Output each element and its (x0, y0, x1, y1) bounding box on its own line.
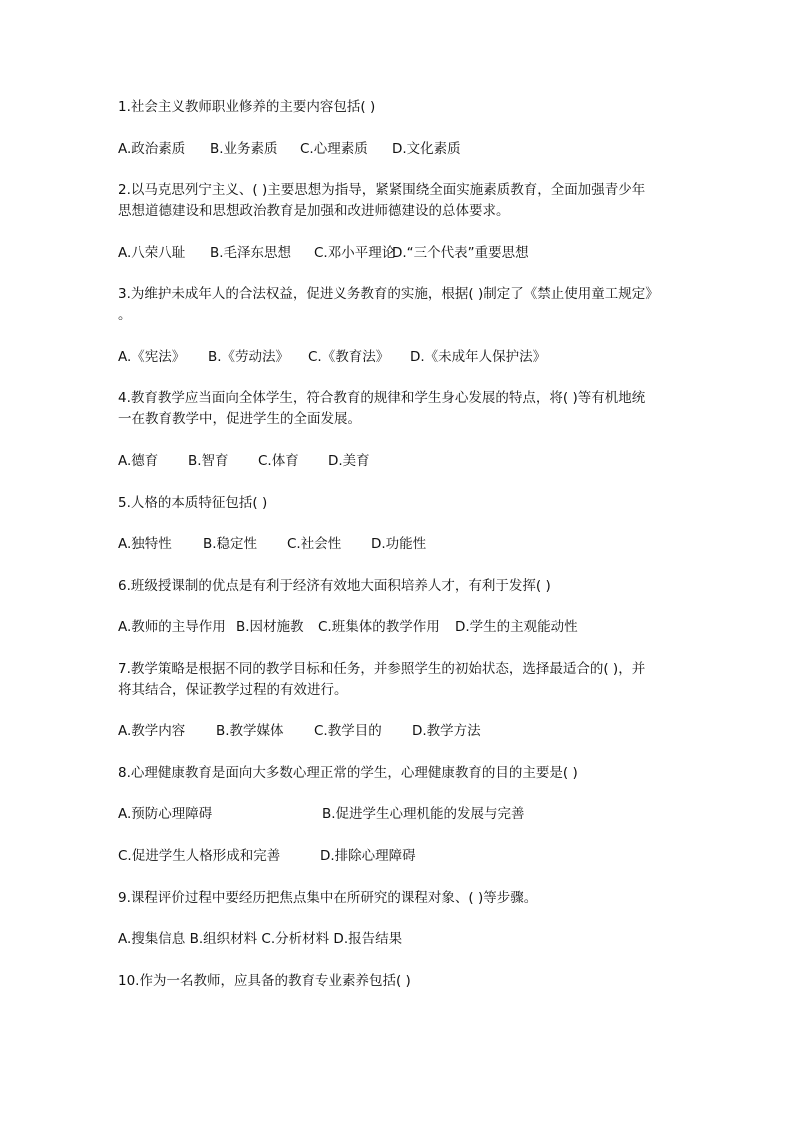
question-8-option: C.促进学生人格形成和完善 (118, 848, 281, 864)
question-7-text: 将其结合，保证教学过程的有效进行。 (118, 682, 348, 698)
question-1-option: A.政治素质 (118, 141, 186, 157)
question-4-text: 4.教育教学应当面向全体学生，符合教育的规律和学生身心发展的特点，将( )等有机地统 (118, 390, 646, 406)
question-3-option: D.《未成年人保护法》 (410, 349, 547, 365)
question-5-option: D.功能性 (371, 536, 427, 552)
question-6-option: A.教师的主导作用 (118, 619, 226, 635)
question-8-option: B.促进学生心理机能的发展与完善 (322, 806, 525, 822)
question-4-option: B.智育 (188, 453, 229, 469)
question-1-option: B.业务素质 (210, 141, 278, 157)
question-7-option: B.教学媒体 (216, 723, 284, 739)
question-2-text: 2.以马克思列宁主义、( )主要思想为指导，紧紧围绕全面实施素质教育，全面加强青少年 (118, 182, 646, 198)
question-5-option: C.社会性 (287, 536, 342, 552)
question-6-option: C.班集体的教学作用 (318, 619, 440, 635)
question-9-option: A.搜集信息 B.组织材料 C.分析材料 D.报告结果 (118, 931, 403, 947)
question-8-option: A.预防心理障碍 (118, 806, 213, 822)
question-6-option: D.学生的主观能动性 (455, 619, 578, 635)
question-1-text: 1.社会主义教师职业修养的主要内容包括( ) (118, 99, 376, 115)
question-5-option: B.稳定性 (203, 536, 258, 552)
question-5-text: 5.人格的本质特征包括( ) (118, 495, 268, 511)
question-6-option: B.因材施教 (236, 619, 304, 635)
question-3-option: A.《宪法》 (118, 349, 186, 365)
question-1-option: C.心理素质 (300, 141, 368, 157)
question-3-text: 。 (118, 307, 132, 323)
question-4-option: A.德育 (118, 453, 159, 469)
question-7-option: C.教学目的 (314, 723, 382, 739)
question-3-option: C.《教育法》 (308, 349, 390, 365)
question-2-option: C.邓小平理论 (314, 245, 396, 261)
question-2-option: D.“三个代表”重要思想 (392, 245, 529, 261)
question-9-text: 9.课程评价过程中要经历把焦点集中在所研究的课程对象、( )等步骤。 (118, 890, 538, 906)
question-4-text: 一在教育教学中，促进学生的全面发展。 (118, 411, 361, 427)
question-7-text: 7.教学策略是根据不同的教学目标和任务，并参照学生的初始状态，选择最适合的( )，并 (118, 661, 646, 677)
question-2-option: A.八荣八耻 (118, 245, 186, 261)
question-4-option: D.美育 (328, 453, 370, 469)
question-3-text: 3.为维护未成年人的合法权益，促进义务教育的实施，根据( )制定了《禁止使用童工规定》 (118, 286, 659, 302)
question-2-option: B.毛泽东思想 (210, 245, 292, 261)
question-10-text: 10.作为一名教师，应具备的教育专业素养包括( ) (118, 973, 411, 989)
question-1-option: D.文化素质 (392, 141, 461, 157)
question-7-option: D.教学方法 (412, 723, 481, 739)
question-4-option: C.体育 (258, 453, 299, 469)
question-8-text: 8.心理健康教育是面向大多数心理正常的学生，心理健康教育的目的主要是( ) (118, 765, 578, 781)
question-3-option: B.《劳动法》 (208, 349, 290, 365)
question-7-option: A.教学内容 (118, 723, 186, 739)
question-6-text: 6.班级授课制的优点是有利于经济有效地大面积培养人才，有利于发挥( ) (118, 578, 551, 594)
question-8-option: D.排除心理障碍 (320, 848, 416, 864)
question-2-text: 思想道德建设和思想政治教育是加强和改进师德建设的总体要求。 (118, 203, 510, 219)
question-5-option: A.独特性 (118, 536, 172, 552)
